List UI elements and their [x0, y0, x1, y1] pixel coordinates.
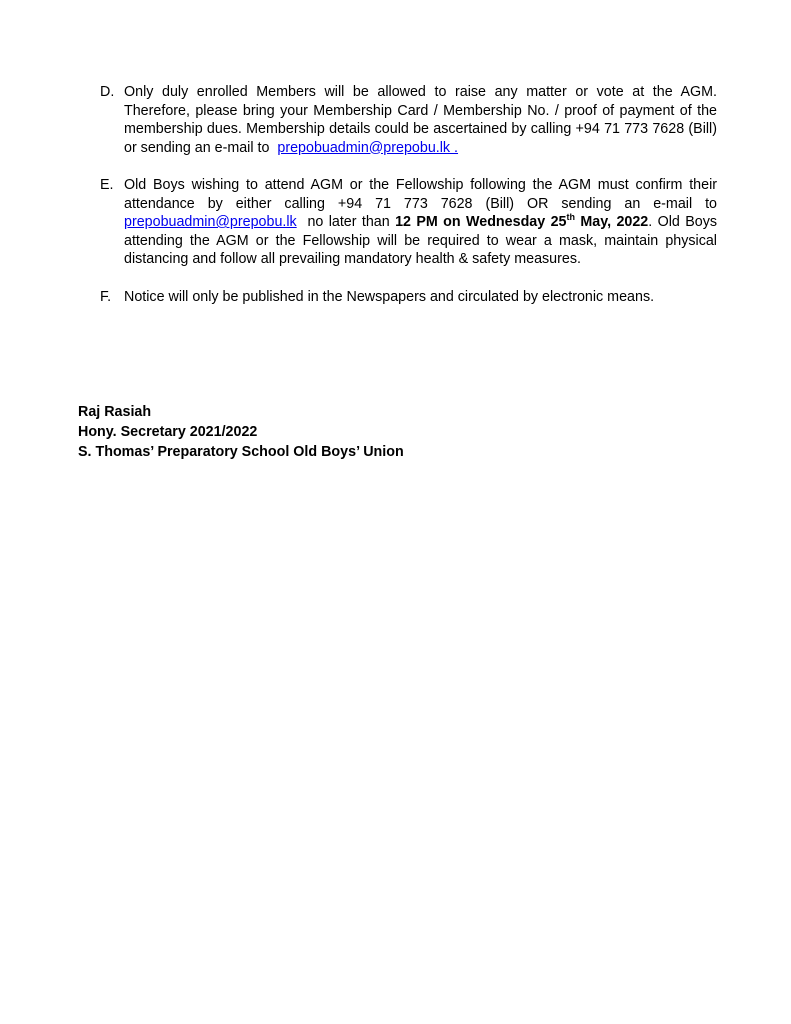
item-body [124, 176, 717, 269]
deadline-date: 12 PM on Wednesday 25 [395, 214, 567, 230]
item-text: Only duly enrolled Members will be allowed to raise any matter or vote at the AGM. Therefore, please bring your Membership Card / Membership No. / proof of payment of the membership dues. Membership details could be ascertained by calling +94 71 773 7628 (Bill) or sending an e-mail to [124, 84, 717, 156]
item-letter: D. [100, 84, 115, 100]
email-link[interactable]: prepobuadmin@prepobu.lk [124, 214, 297, 230]
signatory-title: Hony. Secretary 2021/2022 [78, 424, 258, 440]
item-letter: E. [100, 177, 114, 193]
signatory-organization: S. Thomas’ Preparatory School Old Boys’ Union [78, 444, 404, 460]
deadline-ordinal: th [566, 212, 575, 223]
item-body [124, 83, 717, 157]
item-text: no later than [307, 214, 390, 230]
notice-items-list [100, 83, 717, 325]
deadline-year: May, 2022 [580, 214, 649, 230]
notice-item-e [100, 176, 717, 269]
item-letter: F. [100, 288, 112, 305]
notice-item-f [100, 288, 717, 307]
item-text: Old Boys wishing to attend AGM or the Fellowship following the AGM must confirm their attendance by either calling +94 71 773 7628 (Bill) OR sending an e-mail to [124, 177, 717, 212]
signature-block [78, 402, 404, 462]
email-link[interactable]: prepobuadmin@prepobu.lk . [277, 139, 459, 156]
notice-item-d [100, 83, 717, 157]
item-body: Notice will only be published in the Newspapers and circulated by electronic means. [124, 288, 655, 305]
item-text: . Old Boys attending the AGM or the Fellowship will be required to wear a mask, maintain physical distancing and follow all prevailing mandatory health & safety measures. [124, 214, 718, 267]
deadline-text [395, 214, 648, 230]
signatory-name: Raj Rasiah [78, 404, 152, 420]
